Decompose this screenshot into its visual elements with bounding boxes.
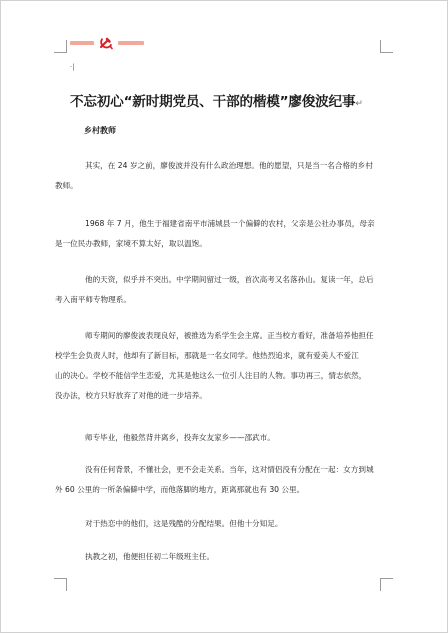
body-text	[70, 428, 386, 448]
party-emblem-icon	[98, 36, 114, 50]
paragraph-4: 师专期间的廖俊波表现良好，被推选为系学生会主席。正当校方看好，准备培养他担任 校学生会负责人时，他却有了新目标，那就是一名女同学。他热烈追求，就有爱美人不爱江 山的决心。学校不能信学生恋爱，尤其是他这么一位引人注目的人物。事功再三，情志依然， 没办法，校方只好放弃了对他的进一步培养。	[55, 331, 374, 400]
header-decoration	[70, 36, 150, 50]
crop-mark-bottom-right	[380, 578, 393, 591]
body-text	[55, 270, 386, 310]
paragraph-5: 师专毕业，他毅然背井离乡，投奔女友家乡——邵武市。	[85, 433, 275, 442]
document-title-text: 不忘初心“新时期党员、干部的楷模”廖俊波纪事	[70, 94, 356, 110]
paragraph-2: 1968 年 7 月，他生于福建省南平市浦城县一个偏僻的农村，父亲是公社办事员，母亲 是一位民办教师，家境不算太好，取以温饱。	[55, 219, 375, 248]
body-text	[55, 214, 386, 254]
body-text	[55, 156, 386, 196]
document-title	[70, 90, 390, 110]
body-text	[70, 547, 386, 567]
header-bar-right	[118, 41, 144, 45]
header-bar-left	[70, 41, 94, 45]
paragraph-1: 其实，在 24 岁之前，廖俊波并没有什么政治理想。他的愿望，只是当一名合格的乡村 教师。	[55, 161, 373, 190]
paragraph-8: 执教之初，他便担任初二年级班主任。	[85, 552, 215, 561]
crop-mark-top-right	[380, 40, 393, 53]
body-text	[70, 514, 386, 534]
crop-mark-bottom-left	[54, 578, 67, 591]
paragraph-3: 他的天资，似乎并不突出。中学期间留过一级，首次高考又名落孙山。复读一年，总后 考入南平师专物理系。	[55, 275, 374, 304]
paragraph-7: 对于热恋中的他们，这是残酷的分配结果。但他十分知足。	[85, 519, 283, 528]
author-line: 乡村教师	[84, 126, 116, 135]
body-text	[55, 460, 386, 500]
paragraph-6: 没有任何背景，不懂社会，更不会走关系。当年，这对情侣没有分配在一起：女方到城 外 60 公里的一所条偏僻中学，而他落脚的地方，距离那就也有 30 公里。	[55, 465, 374, 494]
top-paragraph-mark: ·|	[70, 63, 75, 71]
body-text	[55, 326, 386, 406]
paragraph-mark: ↵	[355, 99, 363, 109]
crop-mark-top-left	[54, 40, 67, 53]
